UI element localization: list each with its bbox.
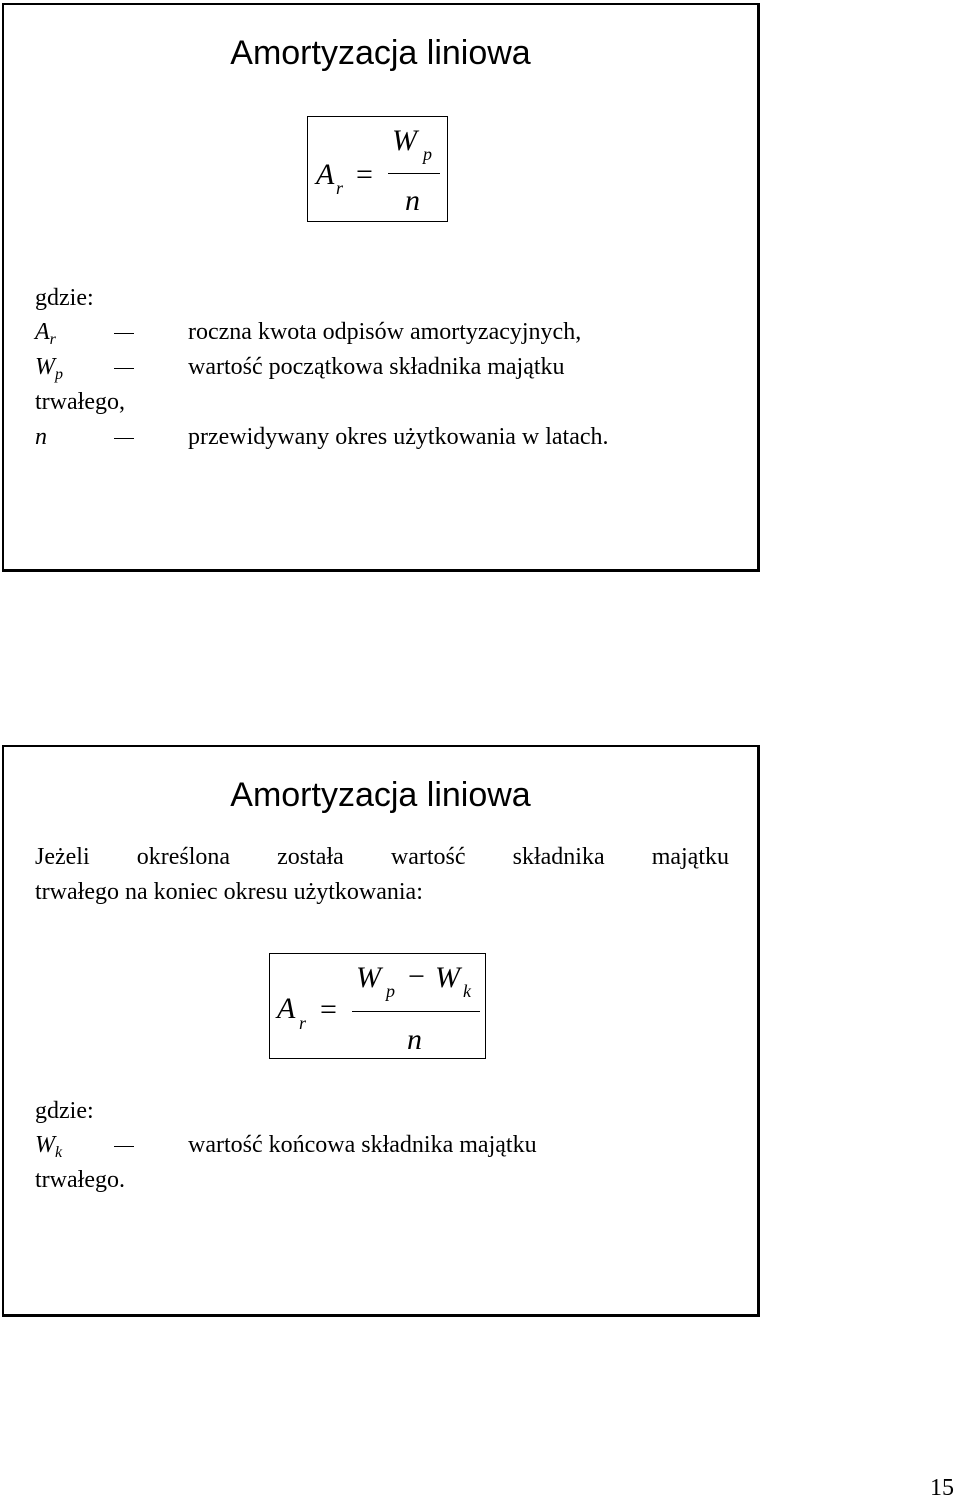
definition-symbol: $W_p$ — [35, 354, 63, 383]
formula-num-var: W — [392, 124, 417, 157]
formula-equals: = — [320, 993, 337, 1026]
formula-lhs-sub: r — [336, 178, 344, 198]
definition-text: roczna kwota odpisów amortyzacyjnych, — [188, 319, 582, 345]
slide-1 — [2, 3, 760, 572]
word: została — [277, 844, 344, 870]
formula-box — [307, 116, 448, 222]
word: określona — [136, 844, 231, 870]
formula-lhs-var: A — [316, 158, 335, 191]
where-label: gdzie: — [35, 1098, 94, 1124]
page-number: 15 — [930, 1475, 954, 1501]
word: Jeżeli — [35, 844, 90, 870]
paragraph-line-1 — [35, 843, 729, 871]
definition-text: wartość końcowa składnika majątku — [188, 1132, 537, 1158]
formula-denominator: n — [407, 1023, 422, 1056]
word: majątku — [651, 844, 729, 870]
where-label: gdzie: — [35, 285, 94, 311]
formula-num-b-sub: k — [463, 981, 471, 1001]
slide-2 — [2, 745, 760, 1317]
formula-lhs-var: A — [277, 992, 296, 1025]
formula-num-a-var: W — [356, 961, 381, 994]
formula-num-b-var: W — [435, 961, 460, 994]
dash — [114, 333, 134, 334]
slide-title: Amortyzacja liniowa — [230, 34, 531, 72]
formula-box — [269, 953, 486, 1059]
slide-title: Amortyzacja liniowa — [230, 776, 531, 814]
dash — [114, 368, 134, 369]
formula-num-sub: p — [423, 144, 432, 164]
dash — [114, 438, 134, 439]
definition-text: przewidywany okres użytkowania w latach. — [188, 424, 609, 450]
formula-num-a-sub: p — [386, 981, 395, 1001]
formula-equals: = — [356, 158, 373, 191]
definition-symbol: $A_r$ — [35, 319, 56, 348]
definition-symbol: n — [35, 424, 47, 450]
word: składnika — [512, 844, 605, 870]
dash — [114, 1146, 134, 1147]
word: wartość — [390, 844, 466, 870]
definition-continuation: trwałego, — [35, 389, 125, 415]
definition-symbol: $W_k$ — [35, 1132, 63, 1161]
definition-text: wartość początkowa składnika majątku — [188, 354, 565, 380]
fraction-bar — [388, 173, 440, 174]
fraction-bar — [352, 1011, 480, 1012]
definition-continuation: trwałego. — [35, 1167, 125, 1193]
paragraph-line-2: trwałego na koniec okresu użytkowania: — [35, 879, 423, 905]
formula-denominator: n — [405, 184, 420, 217]
formula-lhs-sub: r — [299, 1013, 307, 1033]
formula-minus: − — [408, 960, 425, 993]
